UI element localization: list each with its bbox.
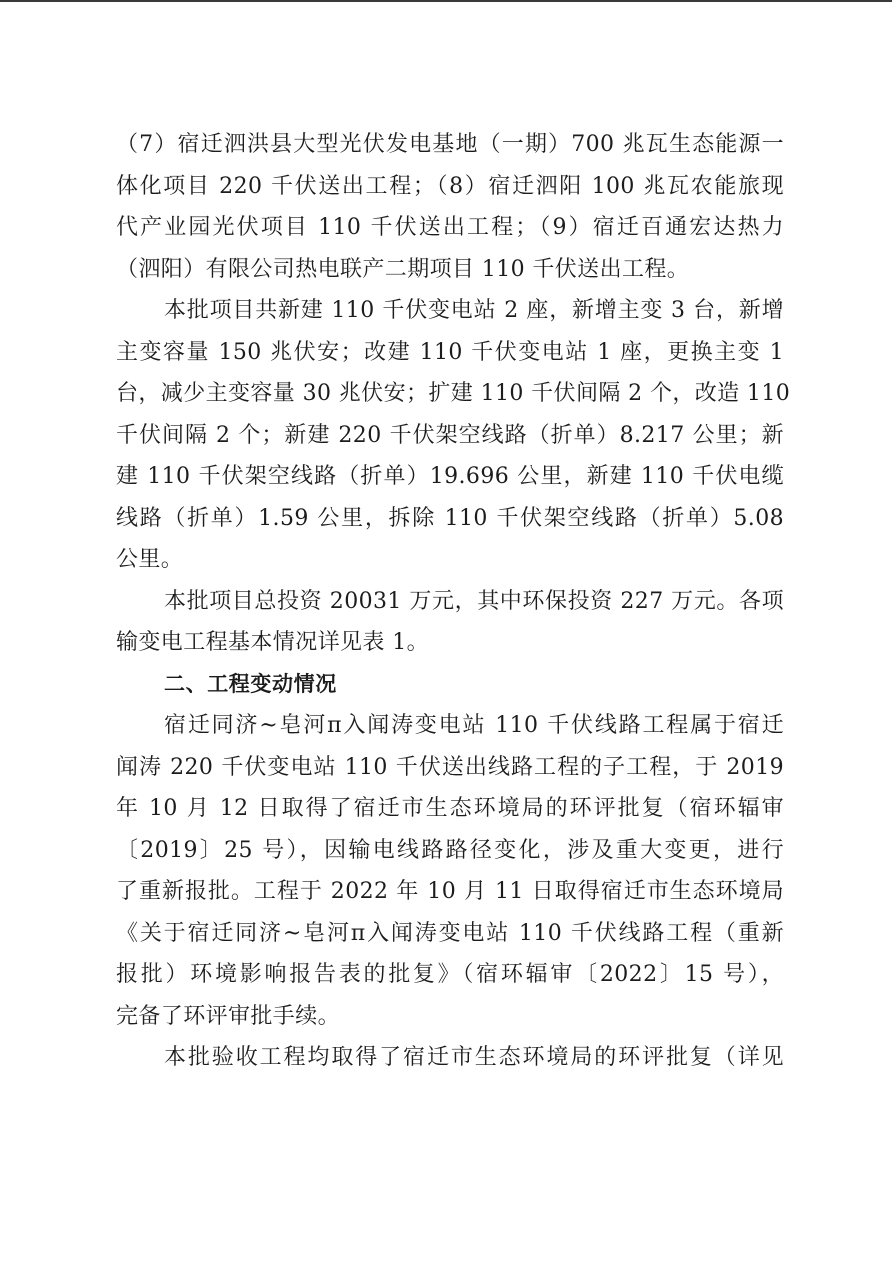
paragraph-construction-scale [116, 290, 791, 581]
text-line: （7）宿迁泗洪县大型光伏发电基地（一期）700 兆瓦生态能源一 [116, 132, 784, 157]
text-line: 了重新报批。工程于 2022 年 10 月 11 日取得宿迁市生态环境局 [116, 879, 784, 904]
text-line: 〔2019〕25 号），因输电线路路径变化，涉及重大变更，进行 [116, 837, 784, 863]
text-line: 千伏间隔 2 个；新建 220 千伏架空线路（折单）8.217 公里；新 [116, 422, 784, 448]
text-line: 代产业园光伏项目 110 千伏送出工程；（9）宿迁百通宏达热力 [116, 215, 784, 240]
text-line: 公里。 [116, 547, 184, 572]
text-line: 宿迁同济~皂河π入闻涛变电站 110 千伏线路工程属于宿迁 [164, 713, 784, 738]
text-line: 完备了环评审批手续。 [116, 1003, 341, 1029]
paragraph-investment [116, 581, 784, 664]
text-line: 输变电工程基本情况详见表 1。 [116, 630, 429, 655]
paragraph-project-list [116, 124, 784, 290]
section-heading: 二、工程变动情况 [164, 671, 337, 696]
text-line: 本批验收工程均取得了宿迁市生态环境局的环评批复（详见 [164, 1045, 784, 1070]
text-line: （泗阳）有限公司热电联产二期项目 110 千伏送出工程。 [116, 256, 690, 282]
page-top-border [0, 0, 892, 2]
paragraph-change-details [116, 705, 784, 1037]
text-line: 体化项目 220 千伏送出工程；（8）宿迁泗阳 100 兆瓦农能旅现 [116, 173, 784, 199]
text-line: 本批项目总投资 20031 万元，其中环保投资 227 万元。各项 [164, 588, 784, 614]
text-line: 年 10 月 12 日取得了宿迁市生态环境局的环评批复（宿环辐审 [116, 796, 784, 821]
text-line: 《关于宿迁同济~皂河π入闻涛变电站 110 千伏线路工程（重新 [116, 920, 784, 946]
document-body [116, 124, 791, 1079]
text-line: 主变容量 150 兆伏安；改建 110 千伏变电站 1 座，更换主变 1 [116, 339, 784, 365]
text-line: 本批项目共新建 110 千伏变电站 2 座，新增主变 3 台，新增 [164, 298, 784, 323]
text-line: 建 110 千伏架空线路（折单）19.696 公里，新建 110 千伏电缆 [116, 464, 784, 489]
text-line: 台，减少主变容量 30 兆伏安；扩建 110 千伏间隔 2 个，改造 110 [116, 381, 791, 406]
text-line: 线路（折单）1.59 公里，拆除 110 千伏架空线路（折单）5.08 [116, 505, 784, 531]
text-line: 闻涛 220 千伏变电站 110 千伏送出线路工程的子工程，于 2019 [116, 754, 784, 780]
text-line: 报批）环境影响报告表的批复》（宿环辐审〔2022〕15 号）， [116, 962, 784, 987]
paragraph-acceptance [116, 1037, 784, 1079]
